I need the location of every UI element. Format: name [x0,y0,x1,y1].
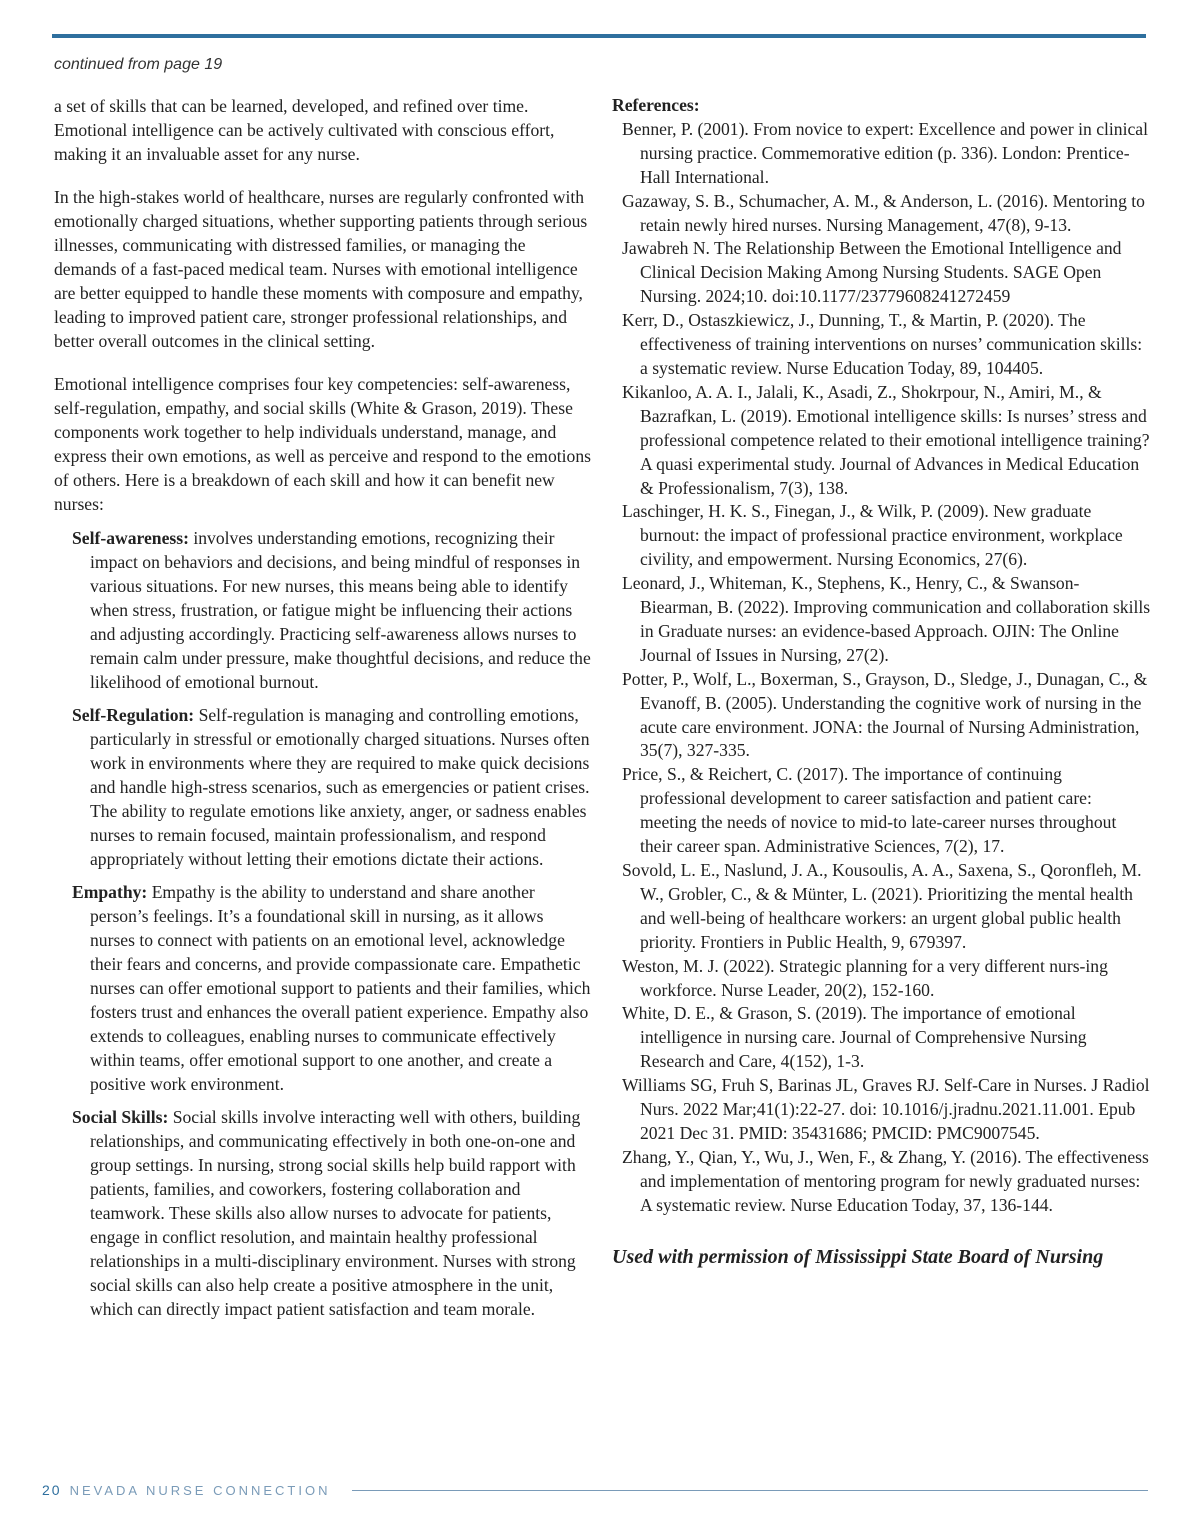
skill-self-awareness [72,526,592,694]
page-number: 20 [42,1482,62,1498]
reference-item: Price, S., & Reichert, C. (2017). The importance of continuing professional development to career satisfaction and patient care: meeting the needs of novice to mid-to late-career nurses throughout their career span. Administrative Sciences, 7(2), 17. [622,764,1117,857]
reference-item: Sovold, L. E., Naslund, J. A., Kousoulis, A. A., Saxena, S., Qoronfleh, M. W., Grobler, C., & & Münter, L. (2021). Prioritizing the mental health and well-being of healthcare workers: an urgent global public health priority. Frontiers in Public Health, 9, 679397. [622,860,1142,952]
body-paragraph: Emotional intelligence comprises four key competencies: self-awareness, self-regulation, empathy, and social skills (White & Grason, 2019). These components work together to help individuals understand, manage, and express their own emotions, as well as perceive and respond to the emotions of others. Here is a breakdown of each skill and how it can benefit new nurses: [54,374,591,514]
references-column [612,94,1152,1270]
skill-self-regulation [72,703,592,871]
skill-description: involves understanding emotions, recognizing their impact on behaviors and decisions, and being mindful of responses in various situations. For new nurses, this means being able to identify when stress, frustration, or fatigue might be influencing their actions and adjusting accordingly. Practicing self-awareness allows nurses to remain calm under pressure, make thoughtful decisions, and reduce the likelihood of emotional burnout. [90,528,591,692]
reference-item: Williams SG, Fruh S, Barinas JL, Graves RJ. Self-Care in Nurses. J Radiol Nurs. 2022 Mar;41(1):22-27. doi: 10.1016/j.jradnu.2021.11.001. Epub 2021 Dec 31. PMID: 35431686; PMCID: PMC9007545. [622,1075,1150,1143]
skill-term: Self-Regulation: [72,705,195,725]
skill-term: Empathy: [72,882,148,902]
reference-item: Zhang, Y., Qian, Y., Wu, J., Wen, F., & Zhang, Y. (2016). The effectiveness and implementation of mentoring program for newly graduated nurses: A systematic review. Nurse Education Today, 37, 136-144. [622,1146,1149,1215]
reference-item: Weston, M. J. (2022). Strategic planning for a very different nurs-ing workforce. Nurse Leader, 20(2), 152-160. [622,955,1108,1000]
permission-credit: Used with permission of Mississippi State Board of Nursing [612,1245,1104,1268]
skill-empathy [72,880,592,1096]
references-heading: References: [612,95,700,115]
top-accent-rule [52,34,1146,38]
reference-item: Laschinger, H. K. S., Finegan, J., & Wilk, P. (2009). New graduate burnout: the impact of professional practice environment, workplace civility, and empowerment. Nursing Economics, 27(6). [622,501,1123,570]
skill-description: Self-regulation is managing and controlling emotions, particularly in stressful or emotionally charged situations. Nurses often work in environments where they are required to make quick decisions and handle high-stress scenarios, such as emergencies or patient crises. The ability to regulate emotions like anxiety, anger, or sadness enables nurses to remain focused, maintain professionalism, and respond appropriately without letting their emotions dictate their actions. [90,705,590,869]
reference-item: Benner, P. (2001). From novice to expert: Excellence and power in clinical nursing practice. Commemorative edition (p. 336). London: Prentice-Hall International. [622,118,1148,187]
reference-item: White, D. E., & Grason, S. (2019). The importance of emotional intelligence in nursing care. Journal of Comprehensive Nursing Research and Care, 4(152), 1-3. [622,1003,1087,1072]
reference-item: Leonard, J., Whiteman, K., Stephens, K., Henry, C., & Swanson-Biearman, B. (2022). Improving communication and collaboration skills in Graduate nurses: an evidence-based Approach. OJIN: The Online Journal of Issues in Nursing, 27(2). [622,573,1151,665]
skill-term: Social Skills: [72,1107,169,1127]
reference-item: Kikanloo, A. A. I., Jalali, K., Asadi, Z., Shokrpour, N., Amiri, M., & Bazrafkan, L. (2019). Emotional intelligence skills: Is nurses’ stress and professional competence related to their emotional intelligence training? A quasi experimental study. Journal of Advances in Medical Education & Professionalism, 7(3), 138. [622,381,1150,498]
skill-description: Empathy is the ability to understand and share another person’s feelings. It’s a foundational skill in nursing, as it allows nurses to connect with patients on an emotional level, acknowledge their fears and concerns, and provide compassionate care. Empathetic nurses can offer emotional support to patients and their families, which fosters trust and enhances the overall patient experience. Empathy also extends to colleagues, enabling nurses to communicate effectively within teams, offer emotional support to one another, and create a positive work environment. [90,882,591,1094]
body-paragraph: a set of skills that can be learned, developed, and refined over time. Emotional intelligence can be actively cultivated with conscious effort, making it an invaluable asset for any nurse. [54,96,555,164]
footer-rule [352,1490,1148,1491]
skill-term: Self-awareness: [72,528,189,548]
reference-item: Jawabreh N. The Relationship Between the Emotional Intelligence and Clinical Decision Making Among Nursing Students. SAGE Open Nursing. 2024;10. doi:10.1177/23779608241272459 [622,238,1122,307]
reference-item: Potter, P., Wolf, L., Boxerman, S., Grayson, D., Sledge, J., Dunagan, C., & Evanoff, B. (2005). Understanding the cognitive work of nursing in the acute care environment. JONA: the Journal of Nursing Administration, 35(7), 327-335. [622,668,1148,761]
publication-name: NEVADA NURSE CONNECTION [69,1482,331,1498]
reference-item: Gazaway, S. B., Schumacher, A. M., & Anderson, L. (2016). Mentoring to retain newly hired nurses. Nursing Management, 47(8), 9-13. [622,190,1145,235]
article-body-column [54,94,592,1330]
continued-note: continued from page 19 [54,56,223,73]
body-paragraph: In the high-stakes world of healthcare, nurses are regularly confronted with emotionally charged situations, whether supporting patients through serious illnesses, communicating with distressed families, or managing the demands of a fast-paced medical team. Nurses with emotional intelligence are better equipped to handle these moments with composure and empathy, leading to improved patient care, stronger professional relationships, and better overall outcomes in the clinical setting. [54,187,588,351]
reference-item: Kerr, D., Ostaszkiewicz, J., Dunning, T., & Martin, P. (2020). The effectiveness of training interventions on nurses’ communication skills: a systematic review. Nurse Education Today, 89, 104405. [622,310,1143,378]
skill-social-skills [72,1105,592,1321]
page-footer [42,1480,1148,1500]
skill-description: Social skills involve interacting well with others, building relationships, and communicating effectively in both one-on-one and group settings. In nursing, strong social skills help build rapport with patients, families, and coworkers, fostering collaboration and teamwork. These skills also allow nurses to advocate for patients, engage in conflict resolution, and maintain healthy professional relationships in a multi-disciplinary environment. Nurses with strong social skills can also help create a positive atmosphere in the unit, which can directly impact patient satisfaction and team morale. [90,1107,581,1319]
